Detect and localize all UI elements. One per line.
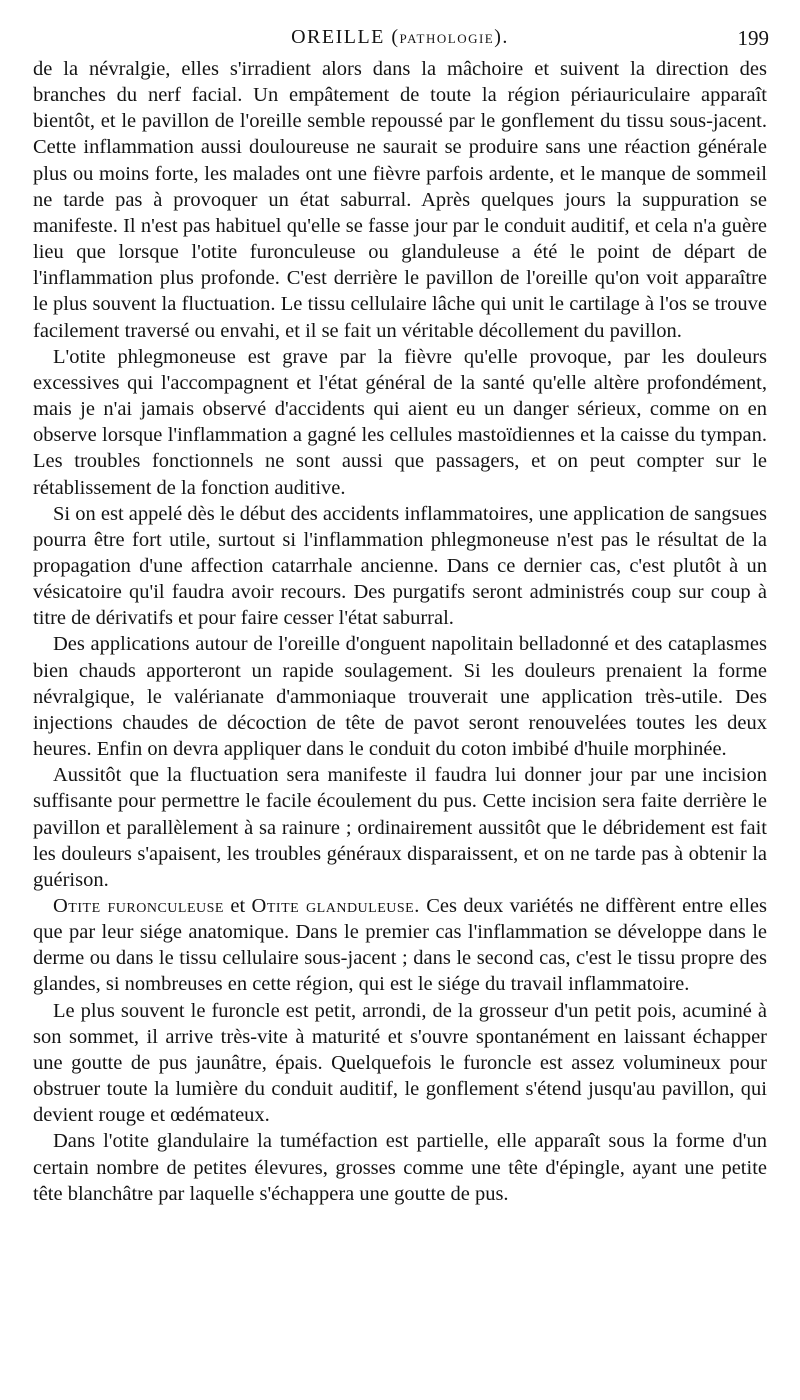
running-head-title-small: PATHOLOGIE <box>399 31 495 46</box>
running-head <box>33 22 767 56</box>
paragraph: de la névralgie, elles s'irradient alors dans la mâchoire et suivent la direction des branches du nerf facial. Un empâtement de toute la région périauriculaire apparaît bientôt, et le pavillon de l'oreille semble repoussé par le gonflement du tissu sous-jacent. Cette inflammation aussi douloureuse ne saurait se produire sans une réaction générale plus ou moins forte, les malades ont une fièvre parfois ardente, et le manque de sommeil ne tarde pas à provoquer un état saburral. Après quelques jours la suppuration se manifeste. Il n'est pas habituel qu'elle se fasse jour par le conduit auditif, et cela n'a guère lieu que lorsque l'otite furonculeuse ou glanduleuse a été le point de départ de l'inflammation plus profonde. C'est derrière le pavillon de l'oreille qu'on voit apparaître le plus souvent la fluctuation. Le tissu cellulaire lâche qui unit le cartilage à l'os se trouve facilement traversé ou envahi, et il se fait un véritable décollement du pavillon. <box>33 58 767 342</box>
section-text: Ces deux variétés ne diffèrent entre elles que par leur siége anatomique. Dans le premier cas l'inflammation se développe dans le derme ou dans le tissu cellulaire sous-jacent ; dans le second cas, c'est le tissu propre des glandes, si nombreuses en cette région, qui est le siége du travail inflammatoire. <box>33 895 767 996</box>
paragraph: Aussitôt que la fluctuation sera manifeste il faudra lui donner jour par une incision suffisante pour permettre le facile écoulement du pus. Cette incision sera faite derrière le pavillon et parallèlement à sa rainure ; ordinairement aussitôt que le débridement est fait les douleurs s'apaisent, les troubles généraux disparaissent, et on ne tarde pas à obtenir la guérison. <box>33 764 767 891</box>
section-heading-furonculeuse: Otite furonculeuse <box>53 895 224 917</box>
paragraph: Des applications autour de l'oreille d'onguent napolitain belladonné et des cataplasmes bien chauds apporteront un rapide soulagement. Si les douleurs prenaient la forme névralgique, le valérianate d'ammoniaque trouverait une application très-utile. Des injections chaudes de décoction de tête de pavot seront renouvelées toutes les deux heures. Enfin on devra appliquer dans le conduit du coton imbibé d'huile morphinée. <box>33 633 767 761</box>
section-paragraph <box>33 893 767 998</box>
section-heading-connector: et <box>223 895 252 917</box>
running-head-title-main: OREILLE ( <box>291 26 400 48</box>
section-heading-glanduleuse: Otite glanduleuse. <box>251 895 420 917</box>
body-text <box>33 56 767 1207</box>
paragraph: Le plus souvent le furoncle est petit, arrondi, de la grosseur d'un petit pois, acuminé à son sommet, il arrive très-vite à maturité et s'ouvre spontanément en laissant échapper une goutte de pus jaunâtre, épais. Quelquefois le furoncle est assez volumineux pour obstruer toute la lumière du conduit auditif, le gonflement s'étend jusqu'au pavillon, qui devient rouge et œdémateux. <box>33 999 767 1127</box>
running-head-title-end: ). <box>494 26 509 48</box>
running-head-title <box>33 26 767 49</box>
paragraph: L'otite phlegmoneuse est grave par la fièvre qu'elle provoque, par les douleurs excessives qui l'accompagnent et l'état général de la santé qu'elle altère profondément, mais je n'ai jamais observé d'accidents qui aient eu un danger sérieux, comme on en observe lorsque l'inflammation a gagné les cellules mastoïdiennes et la caisse du tympan. Les troubles fonctionnels ne sont aussi que passagers, et on peut compter sur le rétablissement de la fonction auditive. <box>33 345 767 499</box>
book-page <box>33 22 767 1207</box>
paragraph: Dans l'otite glandulaire la tuméfaction est partielle, elle apparaît sous la forme d'un certain nombre de petites élevures, grosses comme une tête d'épingle, ayant une petite tête blanchâtre par laquelle s'échappera une goutte de pus. <box>33 1130 767 1205</box>
paragraph: Si on est appelé dès le début des accidents inflammatoires, une application de sangsues pourra être fort utile, surtout si l'inflammation phlegmoneuse n'est pas le résultat de la propagation d'une affection catarrhale ancienne. Dans ce dernier cas, c'est plutôt à un vésicatoire qu'il faudra avoir recours. Des purgatifs seront administrés coup sur coup à titre de dérivatifs et pour faire cesser l'état saburral. <box>33 502 767 630</box>
page-number: 199 <box>737 26 769 50</box>
